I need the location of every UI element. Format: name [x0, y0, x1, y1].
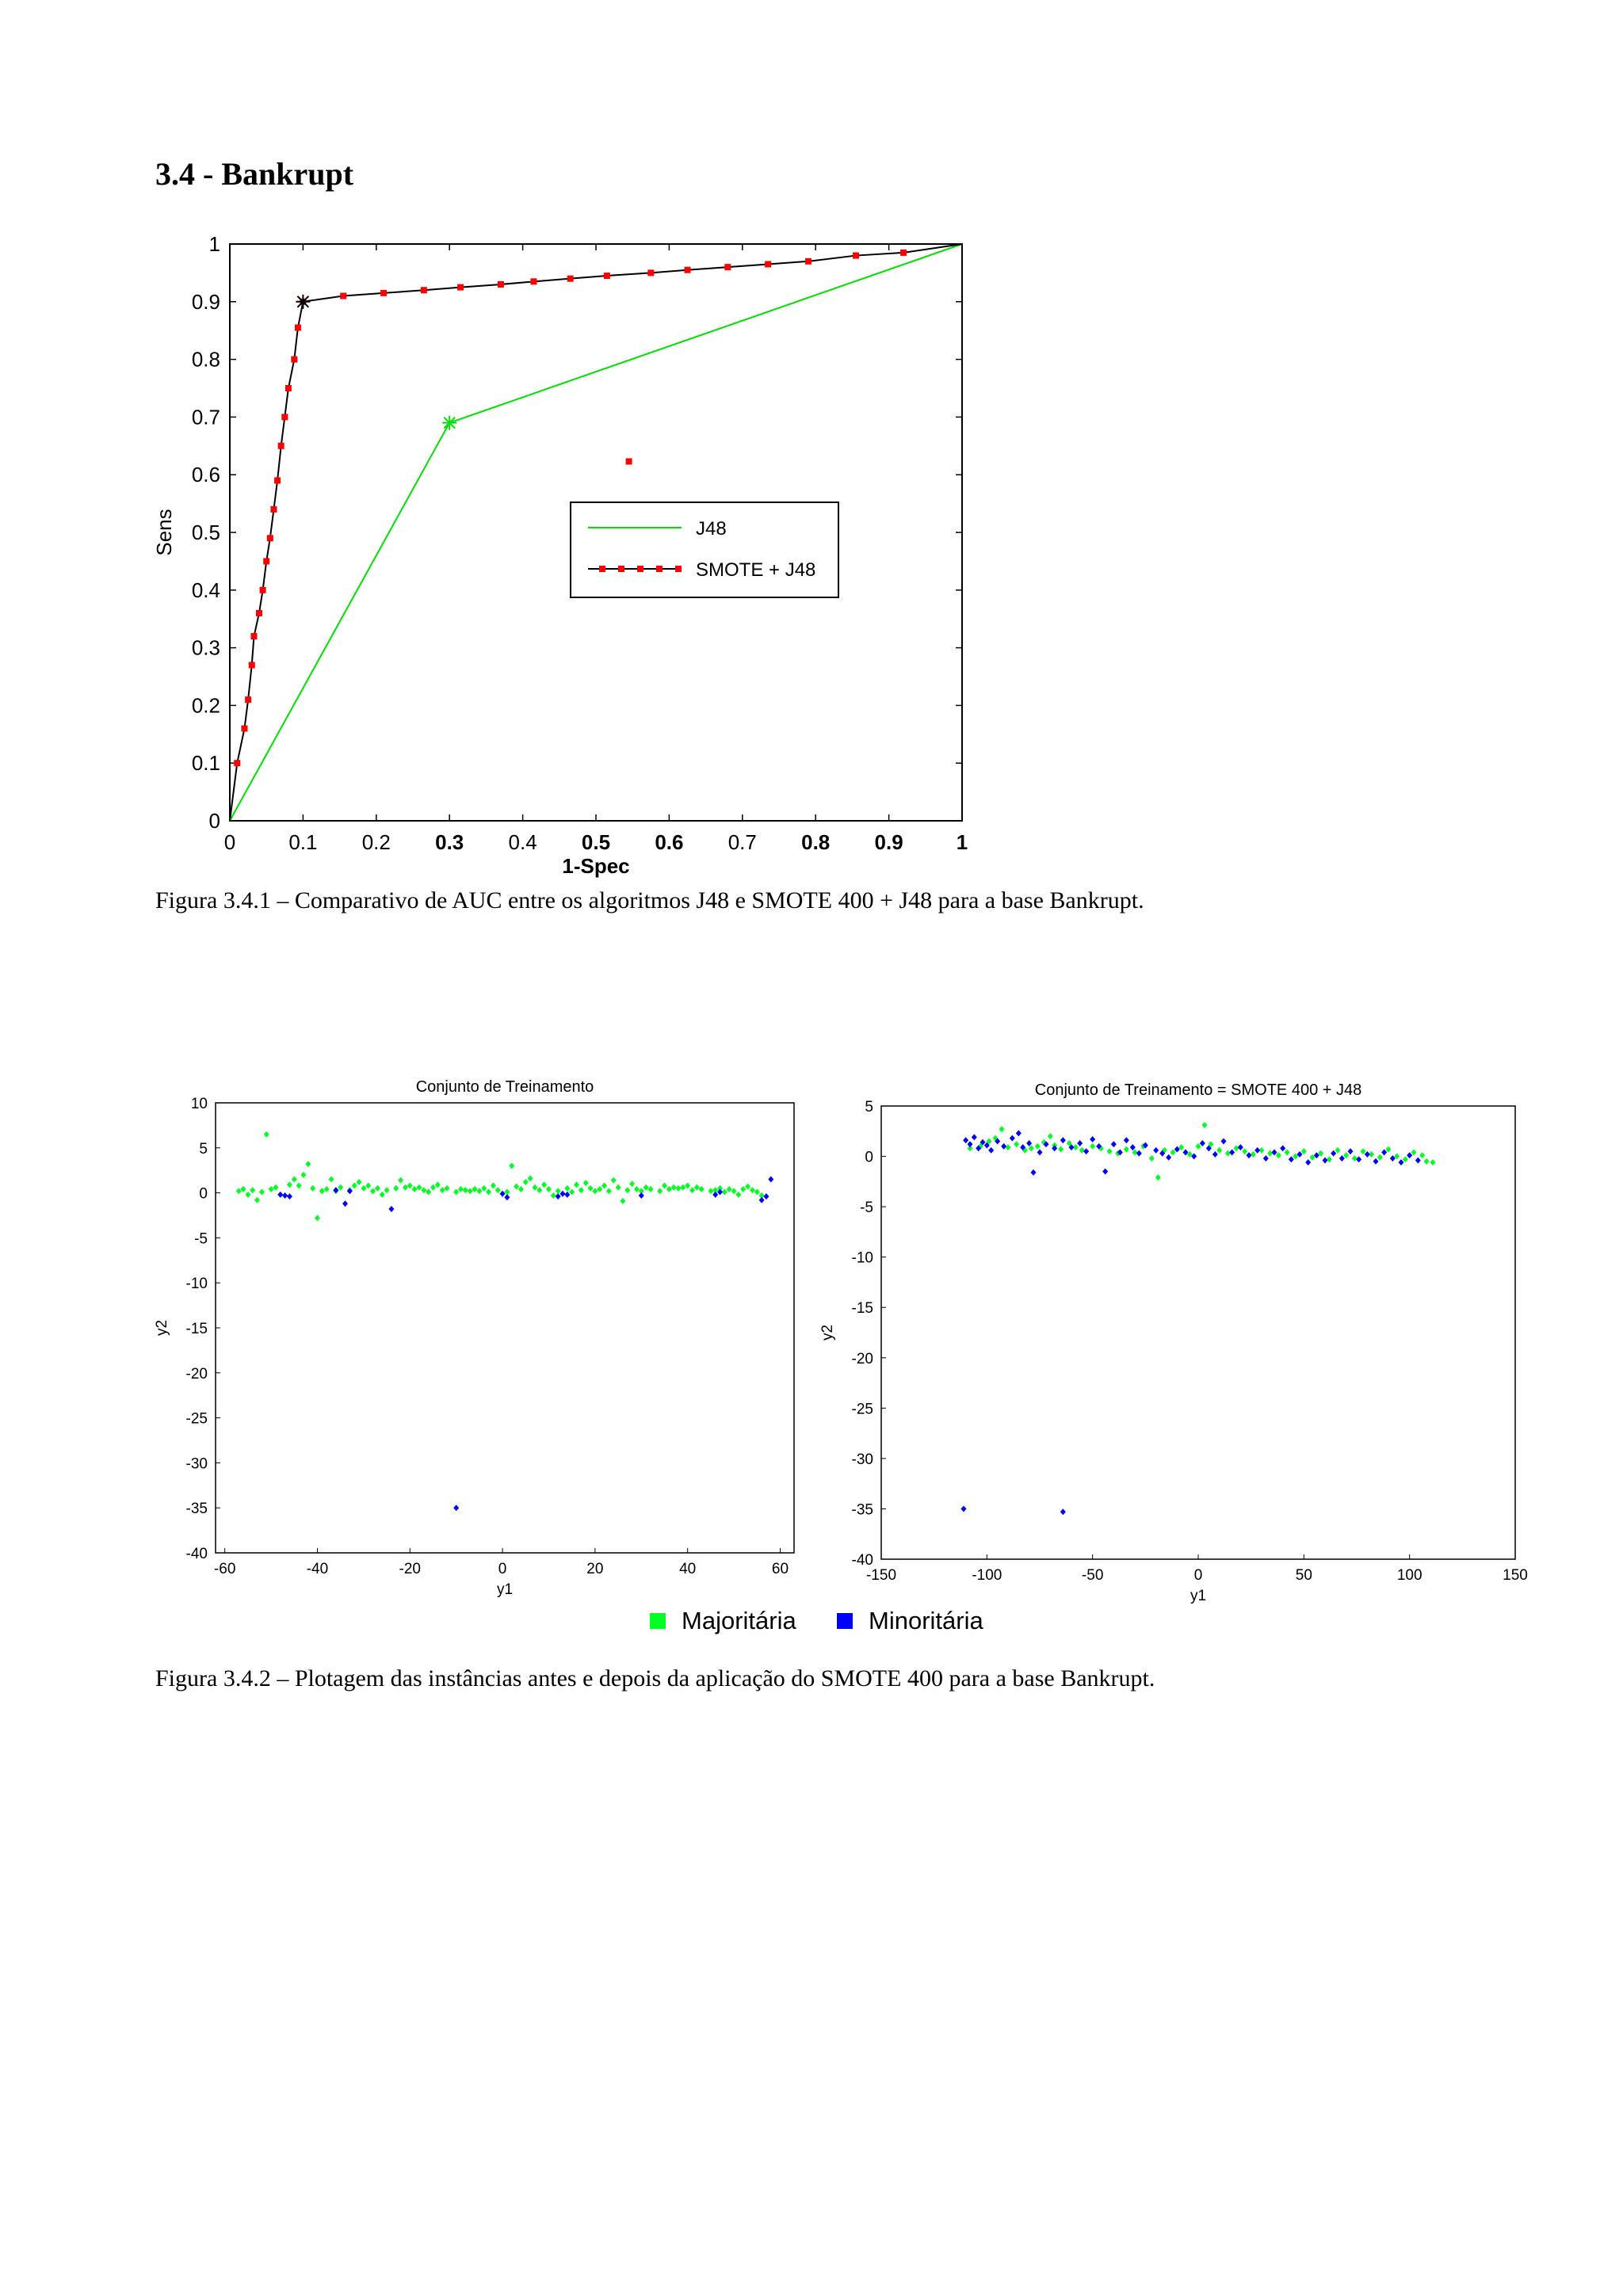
before-y-tick-label: -40: [185, 1546, 208, 1562]
after-x-axis-label: y1: [1190, 1588, 1207, 1604]
after-y-tick-label: -40: [851, 1552, 873, 1569]
after-y-tick-label: -10: [851, 1249, 873, 1267]
y-tick-label: 0.5: [191, 521, 220, 544]
y-tick-label: 0.6: [191, 463, 220, 487]
before-x-tick-label: 0: [498, 1561, 507, 1577]
smote-j48-point: [281, 414, 288, 420]
x-tick-label: 0.7: [727, 830, 757, 854]
x-axis-label: 1-Spec: [562, 854, 630, 878]
y-tick-label: 0.7: [191, 405, 220, 429]
y-tick-label: 0.4: [191, 578, 220, 602]
smote-j48-point: [853, 253, 859, 259]
legend-j48-label: J48: [696, 518, 727, 540]
x-tick-label: 0.5: [581, 830, 611, 854]
x-tick-label: 0.6: [655, 830, 684, 854]
smote-j48-point: [263, 558, 269, 564]
x-tick-label: 0.9: [874, 830, 903, 854]
before-y-tick-label: -25: [185, 1410, 208, 1428]
after-x-tick-label: 50: [1295, 1567, 1312, 1584]
y-axis-label: Sens: [152, 509, 176, 556]
scatter-chart-after-smote: [816, 1046, 1529, 1604]
before-title: Conjunto de Treinamento: [415, 1078, 594, 1096]
after-y-axis-label: y2: [819, 1324, 836, 1341]
after-y-tick-label: 5: [865, 1099, 873, 1116]
after-x-tick-label: -50: [1081, 1567, 1104, 1584]
smote-j48-point: [604, 273, 610, 279]
smote-j48-point: [765, 261, 771, 267]
smote-j48-point: [900, 250, 907, 256]
before-x-tick-label: -40: [306, 1561, 329, 1577]
before-y-tick-label: -35: [185, 1501, 208, 1518]
legend-smote-marker: [618, 566, 624, 572]
outlier-point: [626, 458, 632, 464]
before-y-tick-label: -5: [194, 1230, 208, 1248]
green-star-marker: [442, 416, 456, 430]
smote-j48-point: [685, 267, 691, 273]
smote-j48-point: [457, 284, 464, 291]
after-x-tick-label: 150: [1503, 1567, 1528, 1584]
smote-j48-point: [295, 325, 301, 331]
legend-swatch-minority: [837, 1613, 853, 1629]
legend-smote-marker: [637, 566, 643, 572]
after-title: Conjunto de Treinamento = SMOTE 400 + J48: [1034, 1081, 1362, 1099]
legend-label-majority: Majoritária: [682, 1607, 796, 1634]
smote-j48-point: [267, 535, 273, 541]
after-y-tick-label: -15: [851, 1300, 873, 1318]
before-y-tick-label: -10: [185, 1276, 208, 1293]
after-y-tick-label: -5: [860, 1199, 873, 1217]
y-tick-label: 0.1: [191, 751, 220, 776]
before-x-tick-label: -60: [213, 1561, 236, 1577]
smote-j48-point: [260, 587, 266, 593]
scatter-legend: [634, 1599, 1189, 1646]
before-y-axis-label: y2: [154, 1319, 170, 1337]
x-tick-label: 0: [223, 830, 236, 854]
before-x-tick-label: 40: [679, 1561, 697, 1577]
after-x-tick-label: -150: [865, 1567, 897, 1584]
smote-j48-point: [291, 357, 297, 363]
legend-label-minority: Minoritária: [869, 1607, 983, 1634]
before-y-tick-label: 5: [199, 1140, 208, 1158]
smote-j48-point: [530, 278, 537, 284]
legend-smote-marker: [656, 566, 663, 572]
before-plot-area: [216, 1103, 794, 1553]
smote-j48-point: [270, 506, 277, 513]
legend-swatch-majority: [650, 1613, 666, 1629]
smote-j48-point: [234, 760, 240, 766]
smote-j48-point: [340, 293, 346, 299]
after-y-tick-label: -20: [851, 1350, 873, 1367]
after-y-tick-label: 0: [865, 1149, 873, 1166]
y-tick-label: 0.2: [191, 693, 220, 718]
legend-smote-label: SMOTE + J48: [696, 559, 816, 581]
after-x-tick-label: -100: [972, 1567, 1002, 1584]
smote-j48-point: [567, 276, 574, 282]
after-x-tick-label: 0: [1193, 1567, 1203, 1584]
smote-j48-point: [241, 726, 247, 732]
before-x-tick-label: 60: [771, 1561, 789, 1577]
x-tick-label: 0.2: [361, 830, 391, 854]
smote-j48-point: [285, 385, 292, 391]
smote-j48-point: [278, 443, 285, 449]
smote-j48-point: [274, 477, 281, 483]
smote-j48-point: [498, 281, 504, 288]
after-y-tick-label: -35: [851, 1501, 873, 1519]
legend-smote-marker: [599, 566, 605, 572]
section-title: 3.4 - Bankrupt: [155, 156, 354, 192]
before-y-tick-label: -15: [185, 1321, 208, 1337]
y-tick-label: 0.3: [191, 635, 220, 660]
figure-2-caption: Figura 3.4.2 – Plotagem das instâncias antes e depois da aplicação do SMOTE 400 para a base Bankrupt.: [155, 1665, 1155, 1691]
x-tick-label: 0.8: [801, 830, 831, 854]
before-y-tick-label: -20: [185, 1365, 208, 1383]
before-x-axis-label: y1: [496, 1581, 514, 1598]
scatter-chart-before-smote: [143, 1046, 808, 1598]
smote-j48-point: [250, 633, 257, 639]
x-tick-label: 0.4: [508, 830, 537, 854]
x-tick-label: 0.3: [435, 830, 464, 854]
before-y-tick-label: 0: [199, 1185, 208, 1203]
smote-j48-point: [647, 269, 654, 276]
smote-j48-point: [245, 696, 251, 703]
before-y-tick-label: -30: [185, 1455, 208, 1473]
y-tick-label: 1: [208, 232, 220, 256]
smote-j48-point: [380, 290, 387, 296]
before-x-tick-label: 20: [586, 1561, 604, 1577]
before-y-tick-label: 10: [190, 1096, 208, 1112]
before-x-tick-label: -20: [399, 1561, 422, 1577]
black-star-marker: [296, 295, 310, 309]
y-tick-label: 0.9: [191, 289, 220, 314]
legend-smote-marker: [675, 566, 682, 572]
after-plot-area: [881, 1106, 1515, 1559]
after-x-tick-label: 100: [1396, 1567, 1423, 1584]
x-tick-label: 0.1: [288, 830, 318, 854]
x-tick-label: 1: [956, 830, 968, 854]
after-y-tick-label: -25: [851, 1401, 873, 1418]
roc-chart: [143, 222, 1125, 967]
y-tick-label: 0: [208, 809, 220, 833]
smote-j48-point: [249, 662, 255, 668]
figure-1-caption: Figura 3.4.1 – Comparativo de AUC entre os algoritmos J48 e SMOTE 400 + J48 para a base Bankrupt.: [155, 887, 1144, 913]
smote-j48-point: [805, 258, 812, 265]
legend-box: [571, 502, 838, 597]
after-y-tick-label: -30: [851, 1451, 873, 1468]
smote-j48-point: [724, 264, 731, 270]
smote-j48-point: [256, 610, 262, 616]
y-tick-label: 0.8: [191, 347, 220, 372]
smote-j48-point: [421, 287, 427, 293]
